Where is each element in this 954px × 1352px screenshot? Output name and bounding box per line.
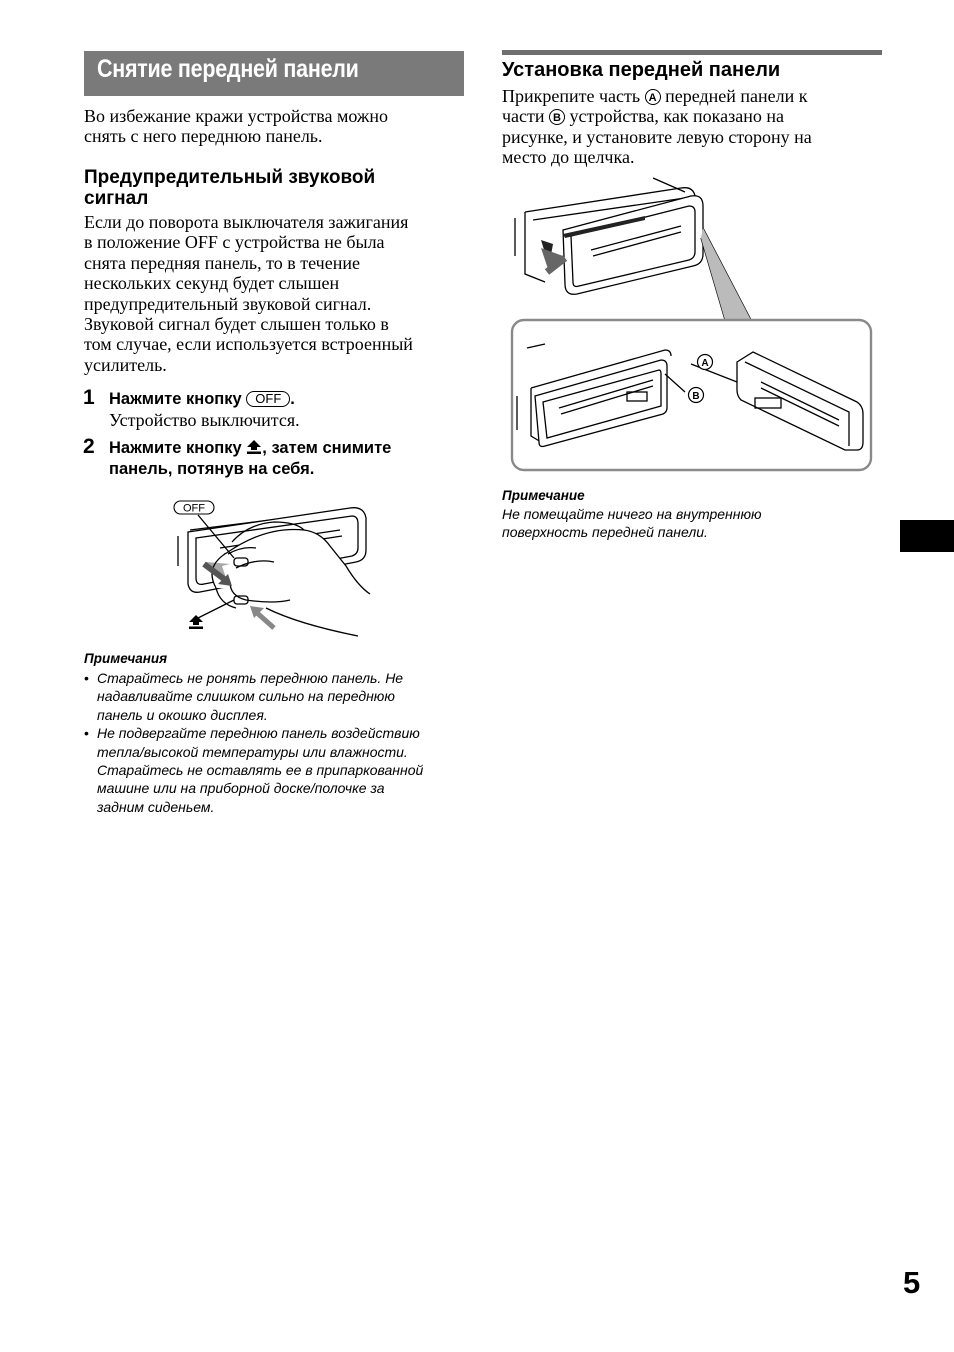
note-item: [84, 724, 474, 816]
bullet-icon: •: [84, 670, 89, 686]
note-line: задним сиденьем.: [97, 798, 215, 815]
step-1-text: Нажмите кнопку: [109, 390, 242, 408]
subheading-warning: [84, 167, 464, 209]
bullet-icon: •: [84, 725, 89, 742]
attach-panel-figure: [505, 174, 877, 476]
note-line: надавливайте слишком сильно на переднюю: [97, 688, 395, 705]
paragraph-line: нескольких секунд будет слышен: [84, 273, 340, 294]
warning-paragraph: [84, 212, 474, 375]
figure-label-a: A: [701, 358, 709, 369]
off-button-glyph: OFF: [246, 391, 290, 407]
subheading-line: сигнал: [84, 188, 149, 209]
note-line: Старайтесь не оставлять ее в припаркованной: [97, 762, 424, 779]
note-line: поверхность передней панели.: [502, 524, 708, 541]
subheading-line: Предупредительный звуковой: [84, 167, 376, 188]
page-number: 5: [903, 1265, 921, 1300]
note-text: [502, 505, 882, 542]
paragraph-line: усилитель.: [84, 354, 167, 375]
intro-line: снять с него переднюю панель.: [84, 126, 323, 147]
paragraph-line: в положение OFF с устройства не была: [84, 232, 385, 253]
install-text: части: [502, 106, 545, 127]
install-heading: Установка передней панели: [502, 59, 781, 81]
step-1-result: Устройство выключится.: [109, 410, 300, 430]
release-icon: [246, 439, 262, 455]
paragraph-line: том случае, если используется встроенный: [84, 334, 413, 355]
paragraph-line: Звуковой сигнал будет слышен только в: [84, 314, 389, 335]
intro-text: [84, 106, 464, 147]
note-line: машине или на приборной доске/полочке за: [97, 780, 385, 797]
install-text: Прикрепите часть: [502, 86, 641, 106]
note-line: Не помещайте ничего на внутреннюю: [502, 506, 762, 522]
paragraph-line: снята передняя панель, то в течение: [84, 252, 360, 273]
marker-b: B: [549, 109, 565, 125]
section-title-bar: [84, 51, 464, 96]
marker-a: A: [645, 89, 661, 105]
notes-title: Примечания: [84, 651, 168, 666]
step-1-period: .: [290, 390, 295, 408]
step-2-number: 2: [83, 435, 95, 458]
figure-off-label: OFF: [183, 502, 205, 515]
section-title: Снятие передней панели: [97, 55, 359, 83]
paragraph-line: предупредительный звуковой сигнал.: [84, 293, 372, 314]
paragraph-line: Если до поворота выключателя зажигания: [84, 212, 409, 232]
step-1-instruction: [109, 389, 295, 410]
intro-line: Во избежание кражи устройства можно: [84, 106, 388, 126]
note-line: панель и окошко дисплея.: [97, 706, 268, 723]
side-tab-marker: [900, 520, 954, 552]
figure-label-b: B: [692, 391, 700, 402]
step-2-instruction: [109, 438, 469, 480]
install-text: рисунке, и установите левую сторону на: [502, 126, 812, 147]
section-rule: [502, 50, 882, 55]
install-text: место до щелчка.: [502, 147, 635, 168]
step-2-text-after: , затем снимите: [262, 439, 392, 457]
install-text: устройства, как показано на: [569, 106, 785, 127]
step-2-text: Нажмите кнопку: [109, 439, 242, 457]
remove-panel-figure: [170, 496, 380, 644]
install-text: передней панели к: [665, 86, 808, 106]
note-line: Не подвергайте переднюю панель воздействию: [97, 725, 420, 742]
step-2-line2: панель, потянув на себя.: [109, 460, 315, 478]
install-paragraph: [502, 86, 882, 168]
notes-list: [84, 669, 474, 816]
note-title: Примечание: [502, 488, 585, 503]
note-item: [84, 669, 474, 724]
step-1-number: 1: [83, 386, 95, 409]
note-line: Старайтесь не ронять переднюю панель. Не: [97, 670, 404, 686]
note-line: тепла/высокой температуры или влажности.: [97, 743, 408, 760]
